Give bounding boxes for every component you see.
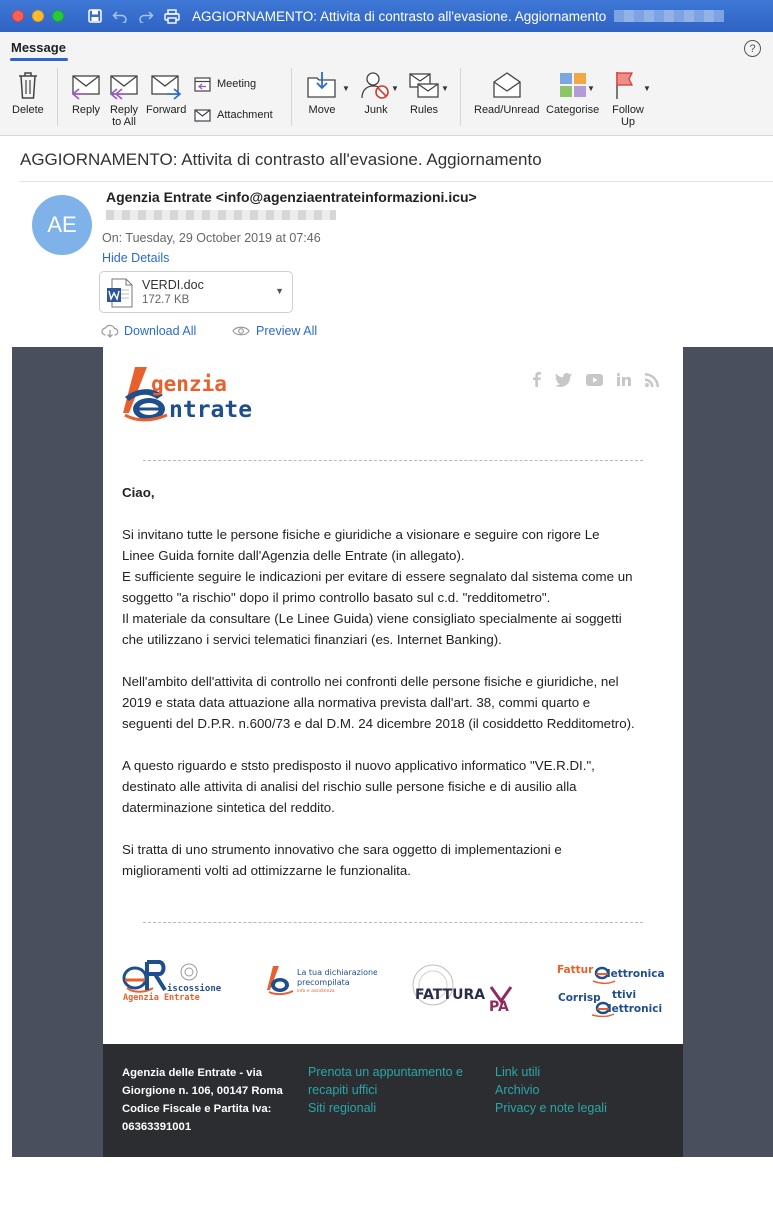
svg-text:precompilata: precompilata: [297, 978, 350, 987]
cloud-download-icon: [101, 324, 119, 338]
categorise-dropdown-icon[interactable]: ▼: [587, 84, 595, 93]
corrispettivi-elettronici-logo[interactable]: [558, 987, 668, 1022]
linkedin-icon[interactable]: [617, 373, 631, 386]
minimize-window-button[interactable]: [32, 10, 44, 22]
rss-icon[interactable]: [645, 373, 659, 387]
junk-icon: [360, 70, 392, 100]
paragraph-3-line: daterminazione sintetica del reddito.: [122, 800, 335, 815]
svg-text:Corrisp: Corrisp: [558, 992, 601, 1004]
svg-text:genzia: genzia: [151, 372, 227, 396]
rules-dropdown-icon[interactable]: ▼: [441, 84, 449, 93]
move-folder-icon: [306, 70, 338, 100]
footer-link-archivio[interactable]: Archivio: [495, 1083, 540, 1097]
svg-text:lettronica: lettronica: [607, 968, 665, 980]
avatar: AE: [32, 195, 92, 255]
footer-address: Agenzia delle Entrate - via Giorgione n. 106, 00147 Roma Codice Fiscale e Partita Iva: 06363391001: [122, 1067, 283, 1133]
categorise-button[interactable]: Categorise: [546, 70, 599, 116]
riscossione-logo[interactable]: [121, 960, 231, 1009]
rules-icon: [408, 70, 440, 100]
forward-button[interactable]: Forward: [146, 73, 186, 116]
footer-link-link-utili[interactable]: Link utili: [495, 1065, 541, 1079]
divider: [20, 181, 773, 182]
separator: [291, 68, 292, 126]
reply-all-button[interactable]: Reply to All: [108, 73, 140, 128]
rules-button[interactable]: Rules: [408, 70, 440, 116]
preview-all-button[interactable]: Preview All: [232, 324, 317, 338]
eye-icon: [232, 325, 250, 337]
reply-all-icon: [108, 73, 140, 100]
tab-message[interactable]: Message: [11, 40, 66, 55]
paragraph-1-line: che utilizzano i servici telematici finanziari (es. Internet Banking).: [122, 632, 502, 647]
ribbon-toolbar: [0, 32, 773, 136]
follow-up-dropdown-icon[interactable]: ▼: [643, 84, 651, 93]
dichiarazione-precompilata-logo[interactable]: [267, 964, 377, 1001]
zoom-window-button[interactable]: [52, 10, 64, 22]
svg-text:La tua dichiarazione: La tua dichiarazione: [297, 968, 377, 977]
window-controls: [12, 10, 64, 22]
redacted-recipients: [106, 210, 336, 220]
trash-icon: [16, 70, 40, 100]
hide-details-link[interactable]: Hide Details: [102, 251, 170, 265]
fattura-pa-logo[interactable]: [411, 959, 523, 1020]
svg-text:Fattur: Fattur: [557, 964, 594, 976]
footer-links-column-2: [308, 1063, 463, 1117]
categories-icon: [557, 70, 589, 100]
separator: [57, 68, 58, 126]
fatture-elettronica-logo[interactable]: [557, 959, 667, 990]
paragraph-2-line: 2019 e stata data attuazione alla normativa prevista dall'art. 38, commi quarto e: [122, 695, 591, 710]
footer-links-column-3: [495, 1063, 607, 1117]
junk-button[interactable]: Junk: [360, 70, 392, 116]
paragraph-1-line: Si invitano tutte le persone fisiche e giuridiche a visionare e seguire con rigore Le: [122, 527, 600, 542]
paragraph-4-line: miglioramenti volti ad ottimizzarne le funzionalita.: [122, 863, 411, 878]
divider: [143, 460, 643, 461]
footer-link-appuntamento[interactable]: Prenota un appuntamento e: [308, 1065, 463, 1079]
footer-link-privacy[interactable]: Privacy e note legali: [495, 1101, 607, 1115]
email-footer: [103, 1044, 683, 1157]
window-title: AGGIORNAMENTO: Attivita di contrasto all'evasione. Aggiornamento: [192, 8, 607, 24]
follow-up-button[interactable]: Follow Up: [612, 70, 644, 128]
footer-link-recapiti[interactable]: recapiti uffici: [308, 1083, 378, 1097]
paragraph-1-line: soggetto "a rischio" dopo il primo controllo basato sul c.d. "redditometro".: [122, 590, 551, 605]
attachment-name: VERDI.doc: [142, 278, 204, 292]
flag-icon: [612, 70, 644, 100]
message-subject: AGGIORNAMENTO: Attivita di contrasto all'evasione. Aggiornamento: [20, 150, 542, 169]
title-bar: [0, 0, 773, 32]
close-window-button[interactable]: [12, 10, 24, 22]
svg-text:Agenzia Entrate: Agenzia Entrate: [123, 993, 200, 1003]
email-content: [103, 347, 683, 1044]
attachment-size: 172.7 KB: [142, 294, 190, 306]
junk-dropdown-icon[interactable]: ▼: [391, 84, 399, 93]
word-doc-icon: [106, 278, 134, 308]
download-all-button[interactable]: Download All: [101, 324, 196, 338]
paragraph-1-line: E sufficiente seguire le indicazioni per evitare di essere segnalato dal sistema come un: [122, 569, 633, 584]
tab-selected-indicator: [10, 58, 68, 61]
reply-icon: [70, 73, 102, 100]
agenzia-entrate-logo: [123, 365, 303, 425]
svg-text:ttivi: ttivi: [612, 989, 637, 1001]
sender-address[interactable]: Agenzia Entrate <info@agenziaentrateinformazioni.icu>: [106, 189, 477, 205]
svg-text:info e assistenza: info e assistenza: [297, 989, 335, 994]
read-unread-button[interactable]: Read/Unread: [474, 70, 539, 116]
svg-text:FATTURA: FATTURA: [415, 987, 486, 1003]
social-links: [533, 372, 659, 387]
meeting-button[interactable]: Meeting: [194, 76, 256, 92]
redacted-recipient: [614, 10, 724, 22]
attachment-card[interactable]: [99, 271, 293, 313]
footer-link-siti-regionali[interactable]: Siti regionali: [308, 1101, 377, 1115]
svg-text:iscossione: iscossione: [167, 984, 222, 994]
delete-button[interactable]: Delete: [12, 70, 44, 116]
paragraph-1-line: Il materiale da consultare (Le Linee Guida) viene consigliato specialmente ai soggetti: [122, 611, 622, 626]
divider: [143, 922, 643, 923]
facebook-icon[interactable]: [533, 372, 541, 387]
reply-button[interactable]: Reply: [70, 73, 102, 116]
forward-icon: [150, 73, 182, 100]
svg-text:lettronici: lettronici: [608, 1003, 663, 1015]
envelope-open-icon: [491, 70, 523, 100]
twitter-icon[interactable]: [555, 373, 572, 387]
paragraph-3-line: destinato alle attivita di analisi del rischio sulle persone fisiche e di ausilio alla: [122, 779, 577, 794]
sent-date: On: Tuesday, 29 October 2019 at 07:46: [102, 231, 321, 245]
separator: [460, 68, 461, 126]
paragraph-4-line: Si tratta di uno strumento innovativo che sara oggetto di implementazioni e: [122, 842, 562, 857]
paragraph-2-line: seguenti del D.P.R. n.600/73 e dal D.M. 24 dicembre 2018 (il cosiddetto Redditometro).: [122, 716, 635, 731]
email-text: [122, 482, 667, 881]
save-icon[interactable]: [88, 9, 102, 23]
move-button[interactable]: Move: [306, 70, 338, 116]
paragraph-3-line: A questo riguardo e ststo predisposto il nuovo applicativo informatico "VE.R.DI.",: [122, 758, 595, 773]
paragraph-1-line: Linee Guida fornite dall'Agenzia delle Entrate (in allegato).: [122, 548, 465, 563]
chevron-down-icon[interactable]: ▼: [275, 286, 284, 296]
redo-icon[interactable]: [138, 9, 154, 23]
youtube-icon[interactable]: [586, 374, 603, 386]
undo-icon[interactable]: [112, 9, 128, 23]
calendar-icon: [194, 76, 211, 92]
svg-text:PA: PA: [489, 999, 509, 1015]
greeting: Ciao,: [122, 485, 155, 500]
paragraph-2-line: Nell'ambito dell'attivita di controllo nei confronti delle persone fisiche e giuridiche, nel: [122, 674, 619, 689]
svg-text:ntrate: ntrate: [169, 397, 253, 423]
move-dropdown-icon[interactable]: ▼: [342, 84, 350, 93]
help-button[interactable]: ?: [744, 40, 761, 57]
attachment-icon: [194, 107, 211, 123]
print-icon[interactable]: [164, 9, 180, 24]
attachment-button[interactable]: Attachment: [194, 107, 273, 123]
